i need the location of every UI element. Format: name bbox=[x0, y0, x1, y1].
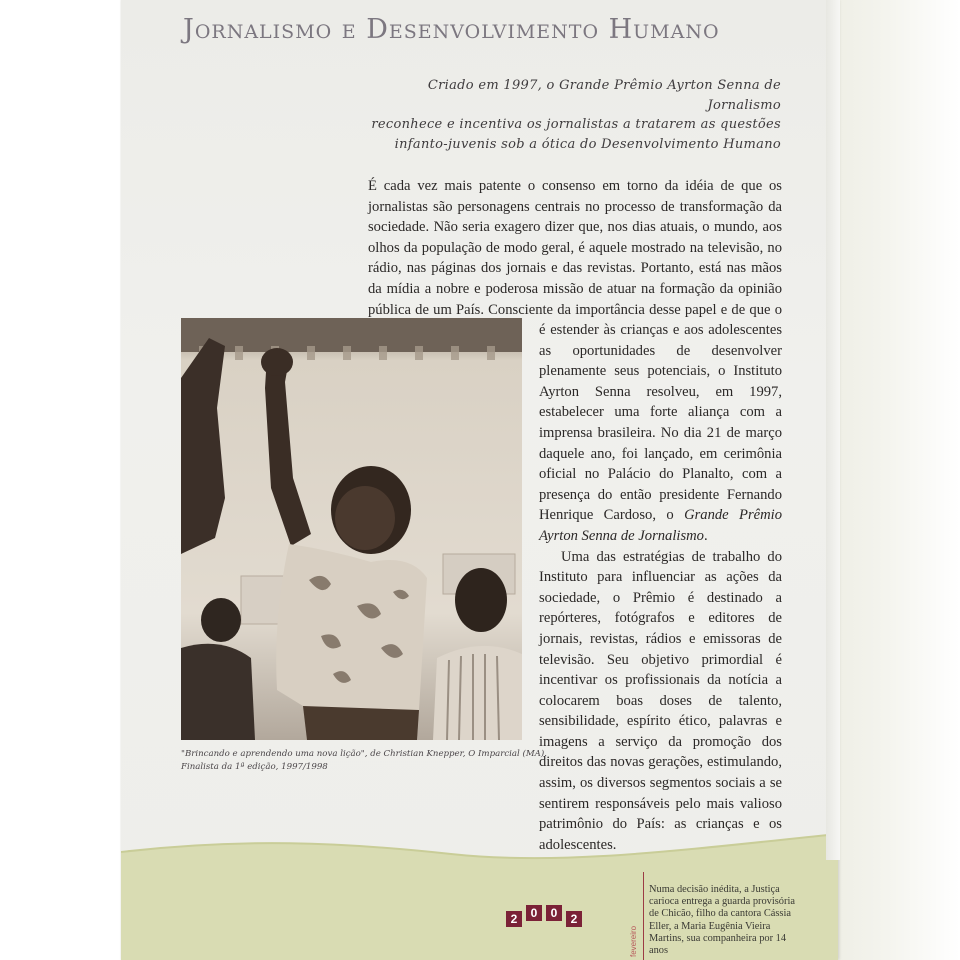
intro-line: reconhece e incentiva os jornalistas a tratarem as questões bbox=[371, 117, 781, 132]
page-title: Jornalismo e Desenvolvimento Humano bbox=[183, 14, 720, 45]
caption-line: Finalista da 1ª edição, 1997/1998 bbox=[181, 762, 328, 772]
magazine-page bbox=[121, 0, 838, 960]
page-left-margin bbox=[0, 0, 120, 960]
article-column bbox=[539, 320, 782, 855]
article-paragraph-1: É cada vez mais patente o consenso em torno da idéia de que os jornalistas são personagens centrais no processo de transformação da sociedade. Não seria exagero dizer que, nos dias atuais, o mundo, aos olhos da população de modo geral, é aquele mostrado na televisão, no rádio, nas páginas dos jornais e das revistas. Portanto, está nas mãos da mídia a nobre e poderosa missão de atuar na formação da opinião pública de um País. Consciente da importância desse papel e de que o bbox=[368, 178, 782, 318]
intro-line: infanto-juvenis sob a ótica do Desenvolvimento Humano bbox=[394, 136, 781, 152]
article-photo bbox=[181, 318, 522, 740]
intro-line: Criado em 1997, o Grande Prêmio Ayrton Senna de Jornalismo bbox=[427, 78, 781, 113]
year-digit: 0 bbox=[526, 905, 542, 921]
year-badge bbox=[506, 905, 582, 939]
page-right-margin bbox=[838, 0, 960, 960]
year-digit: 0 bbox=[546, 905, 562, 921]
sidebar-note: Numa decisão inédita, a Justiça carioca entrega a guarda provisória de Chicão, filho da cantora Cássia Eller, a Maria Eugênia Vieira Martins, sua companheira por 14 anos bbox=[649, 884, 795, 957]
article-paragraph-1-continued: é estender às crianças e aos adolescentes as oportunidades de desenvolver plenamente seus potenciais, o Instituto Ayrton Senna resolveu, em 1997, estabelecer uma forte aliança com a imprensa brasileira. No dia 21 de março daquele ano, foi lançado, em cerimônia oficial no Palácio do Planalto, com a presença do então presidente Fernando Henrique Cardoso, o Grande Prêmio Ayrton Senna de Jornalismo. bbox=[539, 322, 782, 544]
intro-deck bbox=[351, 76, 781, 154]
year-digit: 2 bbox=[506, 911, 522, 927]
month-label: fevereiro bbox=[629, 925, 638, 957]
photo-caption bbox=[181, 748, 561, 774]
photo-illustration bbox=[181, 318, 522, 740]
year-digit: 2 bbox=[566, 911, 582, 927]
caption-line: "Brincando e aprendendo uma nova lição", de Christian Knepper, O Imparcial (MA). bbox=[181, 749, 547, 759]
page-edge bbox=[826, 0, 840, 860]
sidebar-divider bbox=[643, 872, 644, 960]
paragraph-text: é estender às crianças e aos adolescentes as oportunidades de desenvolver plenamente seus potenciais, o Instituto Ayrton Senna resolveu, em 1997, estabelecer uma forte aliança com a imprensa brasileira. No dia 21 de março daquele ano, foi lançado, em cerimônia oficial no Palácio do Planalto, com a presença do então presidente Fernando Henrique Cardoso, o bbox=[539, 322, 782, 524]
article-paragraph-2: Uma das estratégias de trabalho do Instituto para influenciar as ações da sociedade, o Prêmio é destinado a repórteres, fotógrafos e editores de jornais, revistas, rádios e emissoras de televisão. Seu objetivo primordial é incentivar os profissionais da notícia a colocarem boas doses de talento, sensibilidade, espírito ético, palavras e imagens a serviço da promoção dos direitos das novas gerações, estimulando, assim, os diversos segmentos sociais a se sentirem responsáveis pelo mais valioso patrimônio do País: as crianças e os adolescentes. bbox=[539, 548, 782, 853]
award-name: Grande Prêmio Ayrton Senna de Jornalismo bbox=[539, 507, 782, 544]
